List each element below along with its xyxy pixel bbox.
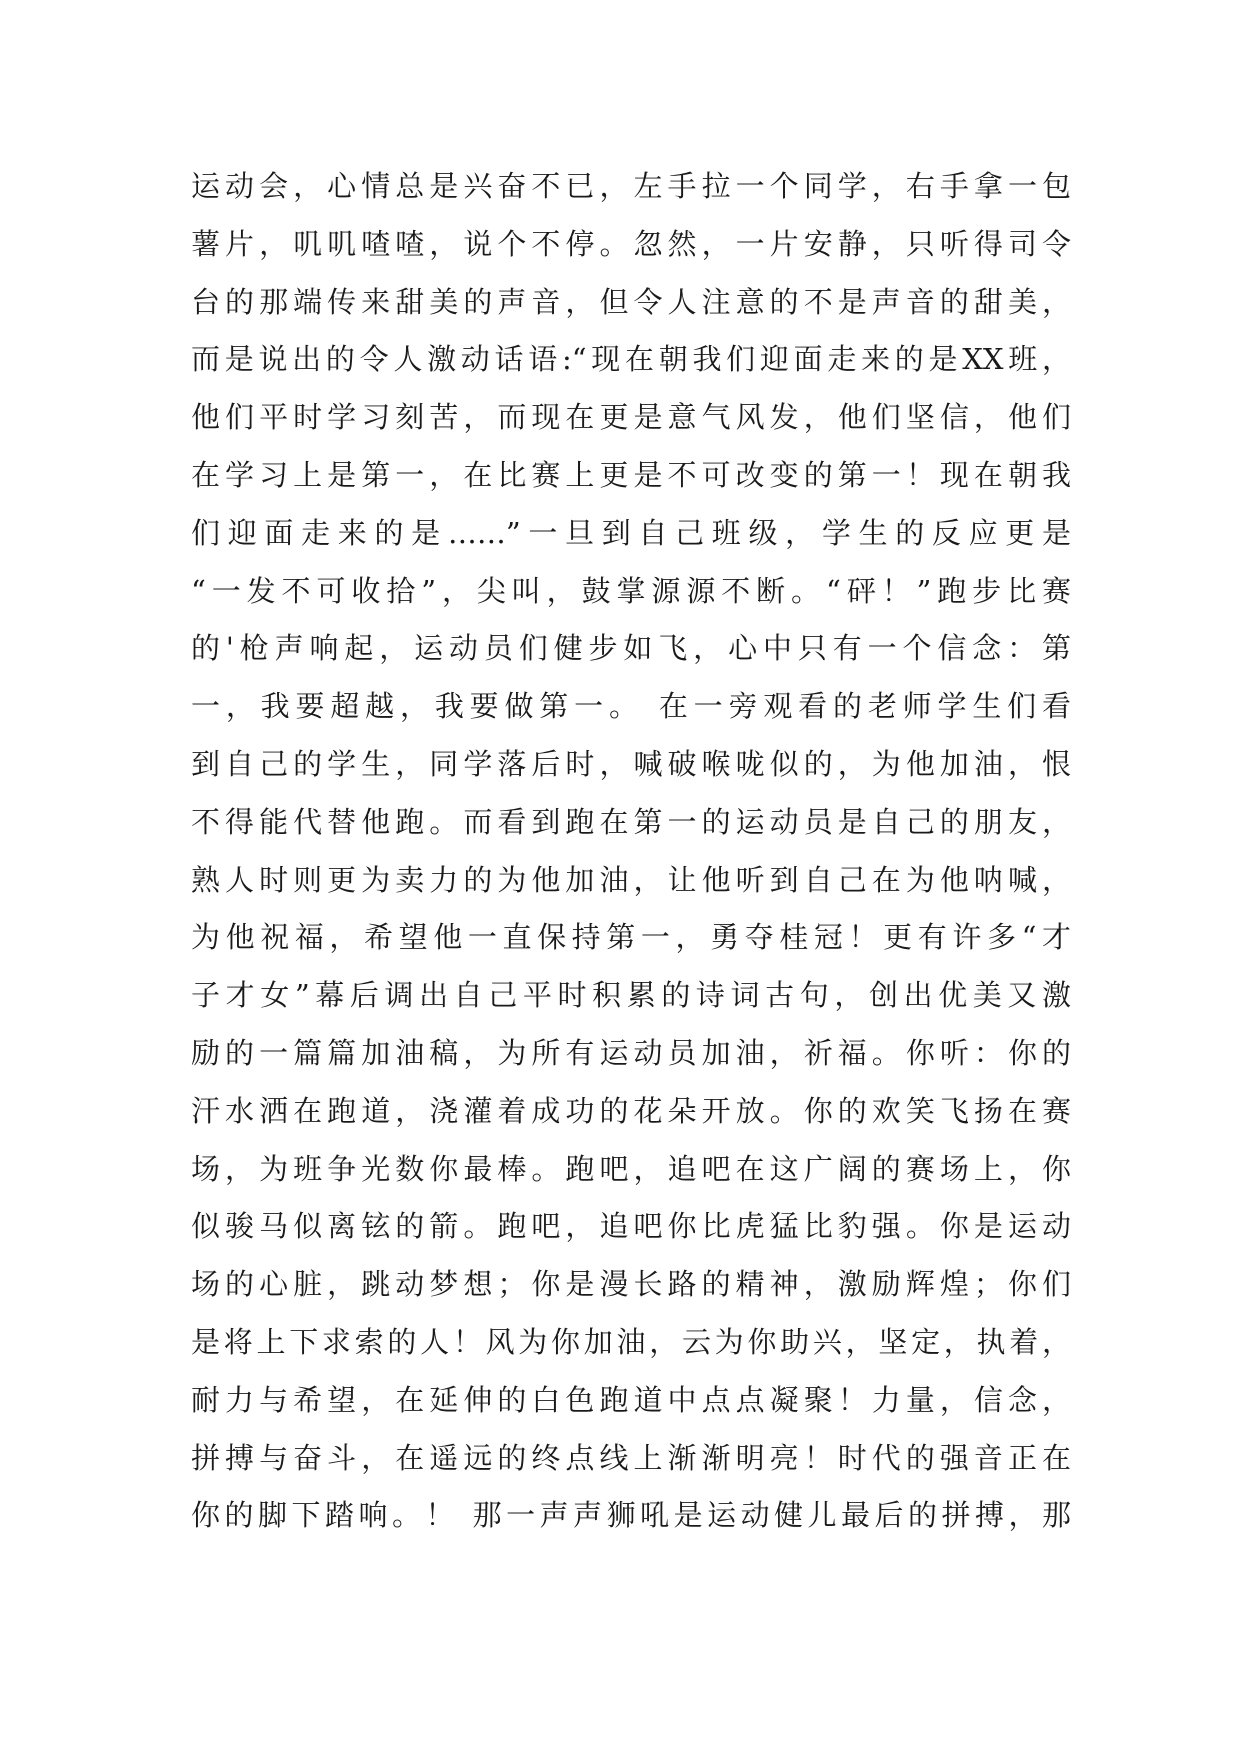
text-line: 在学习上是第一，在比赛上更是不可改变的第一！现在朝我 — [191, 457, 1071, 492]
text-line: 为他祝福，希望他一直保持第一，勇夺桂冠！更有许多“才 — [191, 920, 1071, 955]
text-line: 场，为班争光数你最棒。跑吧，追吧在这广阔的赛场上，你 — [191, 1151, 1071, 1186]
text-line: 而是说出的令人激动话语:“现在朝我们迎面走来的是XX班， — [191, 342, 1071, 377]
text-line: 不得能代替他跑。而看到跑在第一的运动员是自己的朋友， — [191, 804, 1071, 839]
text-line: 场的心脏，跳动梦想；你是漫长路的精神，激励辉煌；你们 — [191, 1267, 1071, 1302]
text-line: 你的脚下踏响。！ 那一声声狮吼是运动健儿最后的拼搏，那 — [191, 1498, 1071, 1533]
text-line: 励的一篇篇加油稿，为所有运动员加油，祈福。你听：你的 — [191, 1035, 1071, 1070]
text-line: 的'枪声响起，运动员们健步如飞，心中只有一个信念：第 — [191, 631, 1071, 666]
text-line: 耐力与希望，在延伸的白色跑道中点点凝聚！力量，信念， — [191, 1382, 1071, 1417]
text-line: “一发不可收拾”，尖叫，鼓掌源源不断。“砰！”跑步比赛 — [191, 573, 1071, 608]
text-line: 汗水洒在跑道，浇灌着成功的花朵开放。你的欢笑飞扬在赛 — [191, 1093, 1071, 1128]
text-line: 台的那端传来甜美的声音，但令人注意的不是声音的甜美， — [191, 284, 1071, 319]
text-line: 是将上下求索的人！风为你加油，云为你助兴，坚定，执着， — [191, 1324, 1071, 1359]
text-line: 他们平时学习刻苦，而现在更是意气风发，他们坚信，他们 — [191, 400, 1071, 435]
text-line: 似骏马似离铉的箭。跑吧，追吧你比虎猛比豹强。你是运动 — [191, 1209, 1071, 1244]
text-line: 们迎面走来的是……”一旦到自己班级，学生的反应更是 — [191, 515, 1071, 550]
text-line: 熟人时则更为卖力的为他加油，让他听到自己在为他呐喊， — [191, 862, 1071, 897]
body-text — [191, 158, 1071, 1545]
text-line: 子才女”幕后调出自己平时积累的诗词古句，创出优美又激 — [191, 978, 1071, 1013]
text-line: 到自己的学生，同学落后时，喊破喉咙似的，为他加油，恨 — [191, 746, 1071, 781]
text-line: 运动会，心情总是兴奋不已，左手拉一个同学，右手拿一包 — [191, 169, 1071, 203]
text-line: 拼搏与奋斗，在遥远的终点线上渐渐明亮！时代的强音正在 — [191, 1440, 1071, 1475]
text-line: 薯片，叽叽喳喳，说个不停。忽然，一片安静，只听得司令 — [191, 226, 1071, 261]
text-line: 一，我要超越，我要做第一。 在一旁观看的老师学生们看 — [191, 689, 1071, 724]
